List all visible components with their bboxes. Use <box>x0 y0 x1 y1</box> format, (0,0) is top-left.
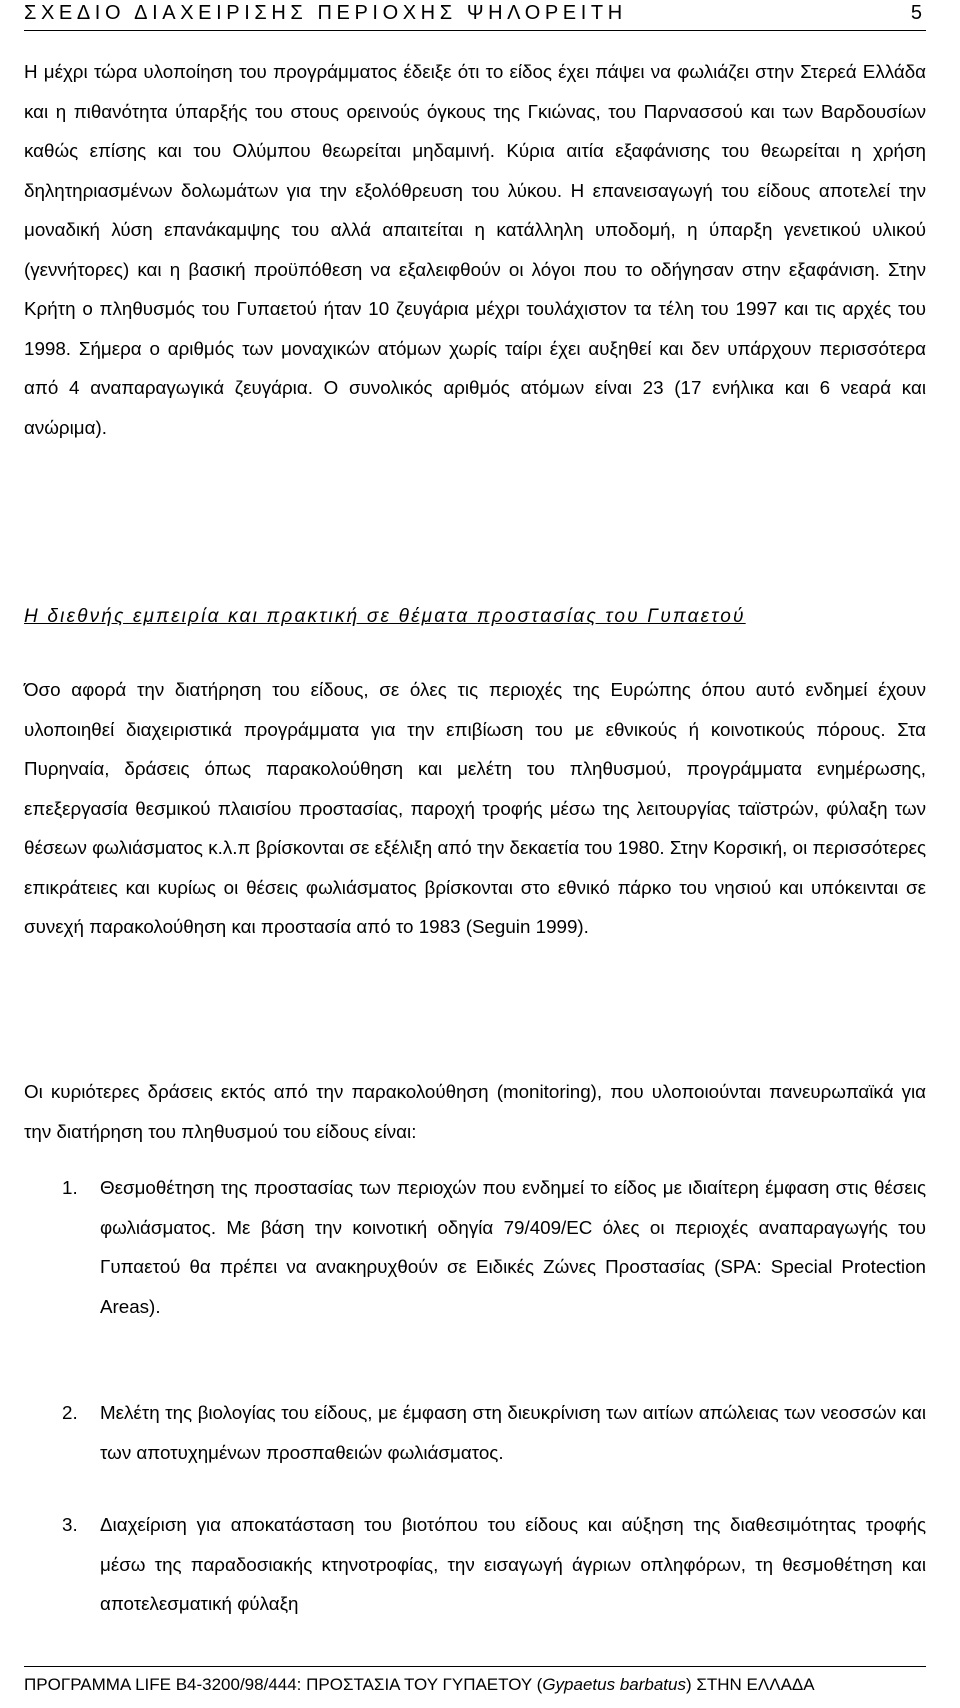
paragraph-3: Οι κυριότερες δράσεις εκτός από την παρακολούθηση (monitoring), που υλοποιούνται πανευρωπαϊκά για την διατήρηση του πληθυσμού του είδους είναι: <box>24 1081 926 1142</box>
list-item <box>24 1505 926 1624</box>
footer-species: Gypaetus barbatus <box>542 1675 686 1694</box>
footer-prefix: ΠΡΟΓΡΑΜΜΑ LIFE B4-3200/98/444: ΠΡΟΣΤΑΣΙΑ ΤΟΥ ΓΥΠΑΕΤΟΥ ( <box>24 1675 543 1694</box>
list-item-number: 2. <box>62 1402 78 1423</box>
page-header <box>24 0 926 31</box>
paragraph-1: Η μέχρι τώρα υλοποίηση του προγράμματος έδειξε ότι το είδος έχει πάψει να φωλιάζει στην Στερεά Ελλάδα και η πιθανότητα ύπαρξής του στους ορεινούς όγκους της Γκιώνας, του Παρνασσού και των Βαρδουσίων καθώς επίσης και του Ολύμπου θεωρείται μηδαμινή. Κύρια αιτία εξαφάνισης του θεωρείται η χρήση δηλητηριασμένων δολωμάτων για την εξολόθρευση του λύκου. Η επανεισαγωγή του είδους αποτελεί την μοναδική λύση επανάκαμψης του αλλά απαιτείται η κατάλληλη υποδομή, η ύπαρξη γενετικού υλικού (γεννήτορες) και η βασική προϋπόθεση να εξαλειφθούν οι λόγοι που το οδήγησαν στην εξαφάνιση. Στην Κρήτη ο πληθυσμός του Γυπαετού ήταν 10 ζευγάρια μέχρι τουλάχιστον τα τέλη του 1997 και τις αρχές του 1998. Σήμερα ο αριθμός των μοναχικών ατόμων χωρίς ταίρι έχει αυξηθεί και δεν υπάρχουν περισσότερα από 4 αναπαραγωγικά ζευγάρια. Ο συνολικός αριθμός ατόμων είναι 23 (17 ενήλικα και 6 νεαρά και ανώριμα). <box>24 61 926 438</box>
list-item-number: 3. <box>62 1514 78 1535</box>
footer-suffix: ) ΣΤΗΝ ΕΛΛΑΔΑ <box>685 1675 815 1694</box>
section-heading: Η διεθνής εμπειρία και πρακτική σε θέματα προστασίας του Γυπαετού <box>24 606 746 627</box>
paragraph-2: Όσο αφορά την διατήρηση του είδους, σε όλες τις περιοχές της Ευρώπης όπου αυτό ενδημεί έχουν υλοποιηθεί διαχειριστικά προγράμματα για την επιβίωση του με εθνικούς ή κοινοτικούς πόρους. Στα Πυρηναία, δράσεις όπως παρακολούθηση και μελέτη του πληθυσμού, προγράμματα ενημέρωσης, επεξεργασία θεσμικού πλαισίου προστασίας, παροχή τροφής μέσω της λειτουργίας ταϊστρών, φύλαξη των θέσεων φωλιάσματος κ.λ.π βρίσκονται σε εξέλιξη από την δεκαετία του 1980. Στην Κορσική, οι περισσότερες επικράτειες και κυρίως οι θέσεις φωλιάσματος βρίσκονται στο εθνικό πάρκο του νησιού και υπόκεινται σε συνεχή παρακολούθηση και προστασία από το 1983 (Seguin 1999). <box>24 679 926 937</box>
list-item <box>24 1168 926 1326</box>
footer-text <box>24 1675 815 1695</box>
list-item <box>24 1393 926 1472</box>
list-item-number: 1. <box>62 1177 78 1198</box>
list-item-text: Διαχείριση για αποκατάσταση του βιοτόπου του είδους και αύξηση της διαθεσιμότητας τροφής μέσω της παραδοσιακής κτηνοτροφίας, την εισαγωγή άγριων οπληφόρων, τη θεσμοθέτηση και αποτελεσματική φύλαξη <box>100 1514 926 1614</box>
header-title: ΣΧΕΔΙΟ ΔΙΑΧΕΙΡΙΣΗΣ ΠΕΡΙΟΧΗΣ ΨΗΛΟΡΕΙΤΗ <box>24 2 627 24</box>
list-item-text: Μελέτη της βιολογίας του είδους, με έμφαση στη διευκρίνιση των αιτίων απώλειας των νεοσσών και των αποτυχημένων προσπαθειών φωλιάσματος. <box>100 1402 926 1463</box>
page-footer <box>24 1666 926 1694</box>
page-number: 5 <box>910 2 922 24</box>
list-item-text: Θεσμοθέτηση της προστασίας των περιοχών που ενδημεί το είδος με ιδιαίτερη έμφαση στις θέσεις φωλιάσματος. Με βάση την κοινοτική οδηγία 79/409/ΕC όλες οι περιοχές αναπαραγωγής του Γυπαετού θα πρέπει να ανακηρυχθούν σε Ειδικές Ζώνες Προστασίας (SPA: Special Protection Areas). <box>100 1177 926 1317</box>
